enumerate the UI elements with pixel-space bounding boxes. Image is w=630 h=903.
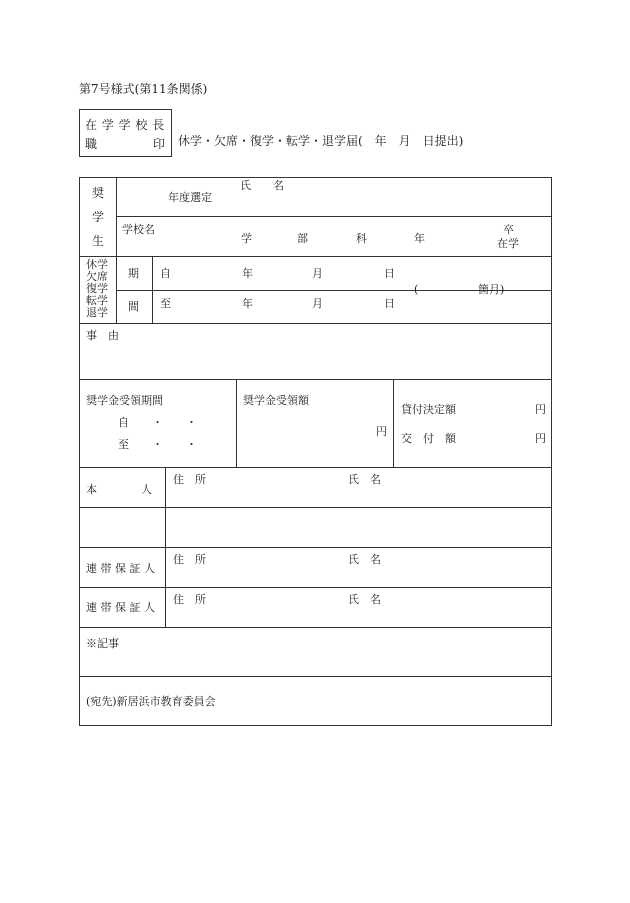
- form-title: 休学・欠席・復学・転学・退学届( 年 月 日提出): [178, 134, 464, 148]
- guarantor-2-label: 連 帯 保 証 人: [86, 601, 155, 614]
- period-to-day: 日: [384, 297, 395, 310]
- months-label: 箇月): [478, 283, 505, 296]
- period-type-1: 休学: [86, 258, 108, 271]
- loan-decided-yen: 円: [535, 403, 546, 416]
- period-to-label: 至: [160, 297, 171, 310]
- student-label-divider: [116, 177, 117, 256]
- period-to-year: 年: [242, 297, 253, 310]
- period-type-4: 転学: [86, 294, 108, 307]
- student-label-char-3: 生: [92, 234, 105, 248]
- paid-amount-yen: 円: [535, 432, 546, 445]
- scholarship-divider: [236, 379, 237, 467]
- scholarship-amount-label: 奨学金受領額: [243, 394, 309, 407]
- student-label-char-2: 学: [92, 210, 105, 224]
- row-divider: [79, 587, 552, 588]
- person-address-label: 住 所: [173, 473, 206, 486]
- form-table: [79, 177, 552, 726]
- form-number: 第7号様式(第11条関係): [79, 82, 208, 96]
- addressee: (宛先)新居浜市教育委員会: [86, 695, 216, 708]
- period-type-divider: [116, 256, 117, 323]
- graduated-label: 卒: [503, 223, 514, 236]
- loan-decided-label: 貸付決定額: [401, 403, 456, 416]
- student-row-divider: [116, 216, 552, 217]
- period-from-label: 自: [160, 267, 171, 280]
- name-label: 氏 名: [240, 179, 284, 192]
- row-divider: [79, 467, 552, 468]
- scholarship-divider-2: [393, 379, 394, 467]
- period-label-divider: [152, 256, 153, 323]
- scholarship-to-dot-1: ・: [152, 438, 163, 451]
- scholarship-to-dot-2: ・: [186, 438, 197, 451]
- principal-label: 在 学 学 校 長: [85, 118, 165, 132]
- guarantor-1-address-label: 住 所: [173, 553, 206, 566]
- period-from-day: 日: [384, 267, 395, 280]
- row-divider: [79, 256, 552, 257]
- scholarship-from-label: 自: [118, 416, 129, 429]
- course-label: 科: [356, 232, 367, 245]
- seal-label: 印: [153, 137, 166, 151]
- row-divider: [79, 627, 552, 628]
- grade-year-label: 年: [414, 232, 425, 245]
- reason-label: 事 由: [86, 329, 119, 342]
- guarantor-1-label: 連 帯 保 証 人: [86, 562, 155, 575]
- period-to-month: 月: [312, 297, 323, 310]
- row-divider: [79, 547, 552, 548]
- department-label: 部: [297, 232, 308, 245]
- period-type-2: 欠席: [86, 270, 108, 283]
- school-name-label: 学校名: [122, 223, 155, 236]
- guarantor-2-name-label: 氏 名: [348, 593, 381, 606]
- person-label: 本 人: [86, 483, 152, 496]
- period-kan-label: 間: [128, 300, 139, 313]
- guarantor-1-name-label: 氏 名: [348, 553, 381, 566]
- year-selected-label: 年度選定: [168, 191, 212, 204]
- gaku-label: 学: [241, 232, 252, 245]
- paid-amount-label: 交 付 額: [401, 432, 456, 445]
- period-from-year: 年: [242, 267, 253, 280]
- scholarship-amount-yen: 円: [376, 425, 387, 438]
- row-divider: [79, 507, 552, 508]
- guarantor-2-address-label: 住 所: [173, 593, 206, 606]
- period-type-3: 復学: [86, 282, 108, 295]
- row-divider: [79, 323, 552, 324]
- person-name-label: 氏 名: [348, 473, 381, 486]
- principal-title-label: 職: [85, 137, 98, 151]
- period-ki-label: 期: [128, 267, 139, 280]
- scholarship-to-label: 至: [118, 438, 129, 451]
- scholarship-period-label: 奨学金受領期間: [86, 394, 163, 407]
- notes-label: ※記事: [86, 637, 119, 650]
- period-from-month: 月: [312, 267, 323, 280]
- row-divider: [79, 379, 552, 380]
- student-label-char-1: 奨: [92, 186, 105, 200]
- period-type-5: 退学: [86, 306, 108, 319]
- months-paren: (: [414, 283, 419, 296]
- scholarship-from-dot-1: ・: [152, 416, 163, 429]
- enrolled-label: 在学: [497, 237, 519, 250]
- row-divider: [79, 676, 552, 677]
- scholarship-from-dot-2: ・: [186, 416, 197, 429]
- persons-label-divider: [165, 467, 166, 627]
